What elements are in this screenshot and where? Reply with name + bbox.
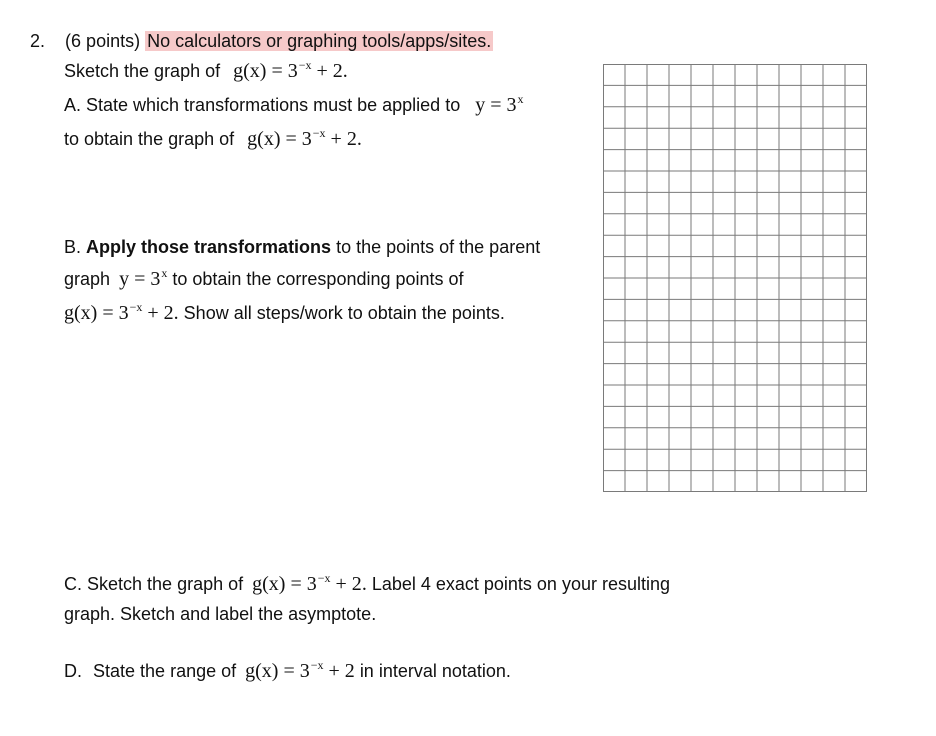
g-formula-base: g(x) = 3 (245, 660, 310, 682)
part-c-text: Sketch the graph of (87, 574, 244, 594)
part-d-label: D. (64, 661, 82, 681)
part-b-text-3: Show all steps/work to obtain the points. (183, 303, 505, 323)
g-formula-tail: + 2 (330, 573, 362, 595)
g-formula: $g(x) = 3^{-x} + 2$. (64, 300, 184, 324)
g-formula-tail: + 2 (311, 60, 343, 82)
calculator-notice: No calculators or graphing tools/apps/sites. (147, 31, 492, 51)
part-c-line-2 (64, 603, 376, 625)
part-d-text-2: in interval notation. (359, 661, 511, 681)
g-formula-exponent: −x (298, 58, 312, 72)
g-formula-exponent: −x (129, 300, 143, 314)
g-formula-base: g(x) = 3 (247, 128, 312, 150)
g-formula-base: g(x) = 3 (233, 60, 298, 82)
part-a-line-1 (64, 94, 524, 118)
part-d-line (64, 660, 511, 684)
y-formula-base: y = 3 (475, 94, 517, 116)
part-c-text-2: Label 4 exact points on your resulting (371, 574, 670, 594)
part-c-label: C. (64, 574, 82, 594)
part-d-text: State the range of (93, 661, 237, 681)
part-b-graph-word: graph (64, 269, 111, 289)
part-a-line-2 (64, 128, 362, 152)
g-formula: $g(x) = 3^{-x} + 2$. (233, 58, 348, 82)
intro-text: Sketch the graph of (64, 61, 221, 81)
question-points: (6 points) (65, 31, 141, 51)
part-b-text-2: to obtain the corresponding points of (172, 269, 464, 289)
g-formula-tail: + 2 (325, 128, 357, 150)
y-formula (475, 94, 523, 116)
part-c-text-3: graph. Sketch and label the asymptote. (64, 604, 377, 624)
y-formula-exponent: x (517, 92, 524, 106)
g-formula-tail: + 2 (323, 660, 355, 682)
part-a-text: A. State which transformations must be applied to (64, 95, 461, 115)
question-number: 2. (30, 31, 46, 51)
g-formula-exponent: −x (317, 571, 331, 585)
part-b-line-3 (64, 302, 505, 326)
g-formula-exponent: −x (312, 126, 326, 140)
intro-line (64, 60, 348, 84)
g-formula-tail: + 2 (142, 302, 174, 324)
y-formula-base: y = 3 (119, 268, 161, 290)
g-formula-base: g(x) = 3 (64, 302, 129, 324)
g-formula: $g(x) = 3^{-x} + 2$. (252, 571, 372, 595)
part-b-bold-text: Apply those transformations (86, 237, 332, 257)
part-b-label: B. (64, 237, 82, 257)
g-formula: $g(x) = 3^{-x} + 2$. (247, 126, 362, 150)
g-formula-exponent: −x (310, 658, 324, 672)
g-formula-base: g(x) = 3 (252, 573, 317, 595)
part-c-line-1 (64, 573, 670, 597)
y-formula (119, 268, 172, 290)
graph-paper-grid (603, 64, 867, 492)
part-b-text: to the points of the parent (336, 237, 541, 257)
part-b-line-2 (64, 268, 464, 292)
part-a-text-2: to obtain the graph of (64, 129, 235, 149)
question-header (30, 30, 493, 52)
part-b-line-1 (64, 236, 540, 258)
g-formula (245, 660, 360, 682)
y-formula-exponent: x (161, 266, 168, 280)
